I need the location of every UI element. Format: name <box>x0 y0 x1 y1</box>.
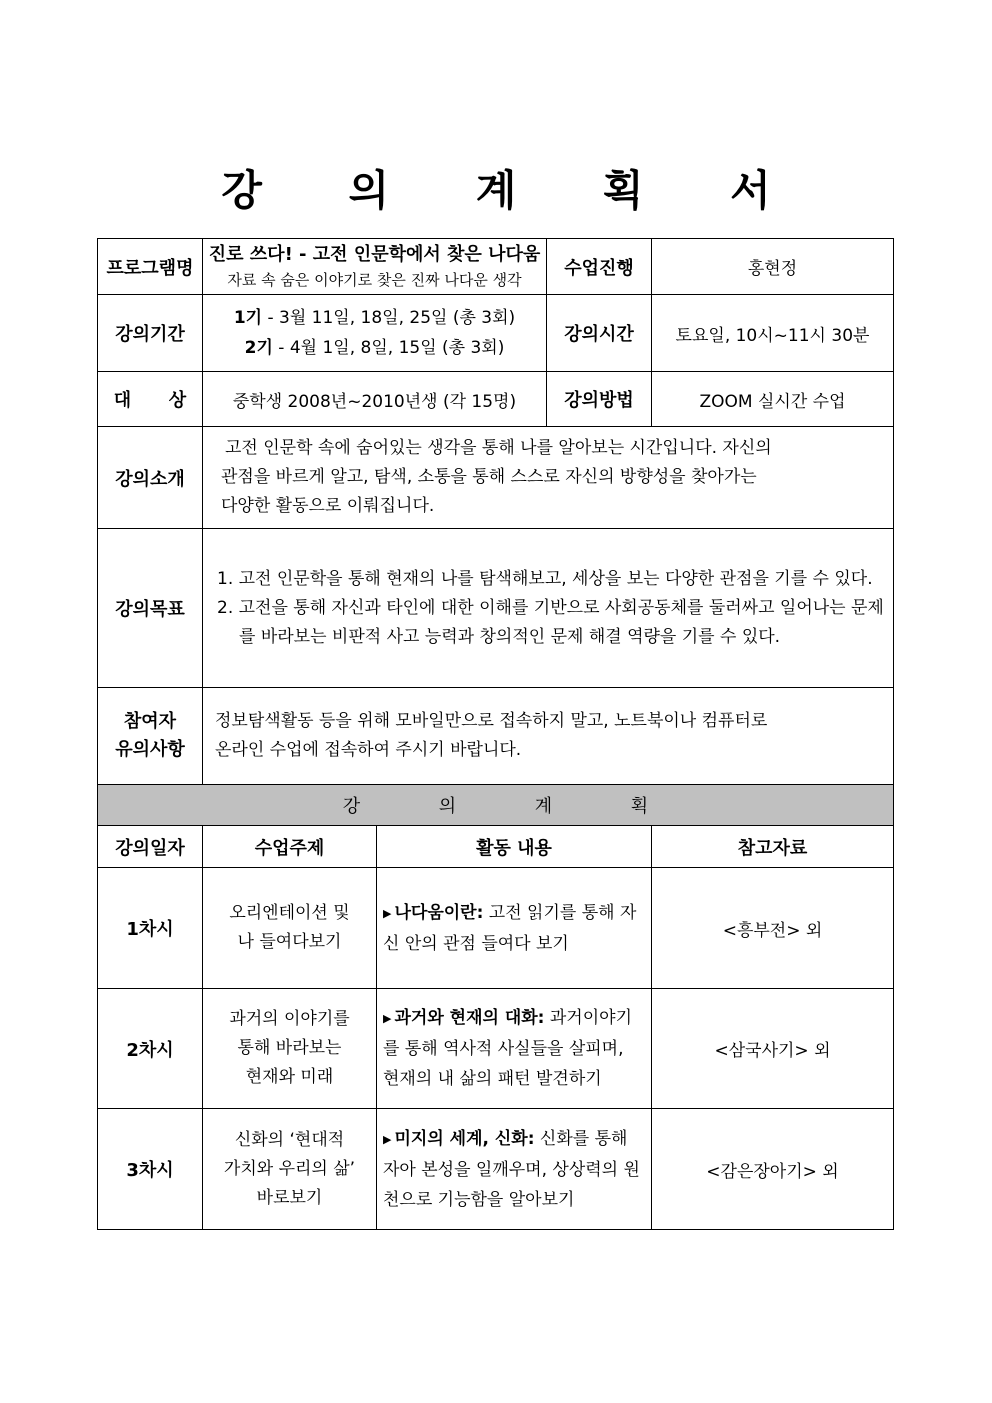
activity-text: 과거이야기를 통해 역사적 사실들을 살피며, 현재의 내 삶의 패턴 발견하기 <box>383 1008 632 1089</box>
session-topic <box>203 868 377 989</box>
target-value: 중학생 2008년~2010년생 (각 15명) <box>203 372 547 427</box>
plan-header-row <box>98 785 894 826</box>
session-activity <box>377 989 652 1109</box>
triangle-right-icon: ▶ <box>383 906 392 920</box>
session-reference: <감은장아기> 외 <box>652 1109 894 1230</box>
notice-label-line-2: 유의사항 <box>115 739 185 760</box>
notice-row <box>98 688 894 785</box>
activity-title: 나다움이란: <box>394 902 484 923</box>
plan-columns-row <box>98 826 894 868</box>
activity-title: 과거와 현재의 대화: <box>394 1008 545 1028</box>
program-label: 프로그램명 <box>98 239 203 295</box>
period-row <box>98 295 894 372</box>
topic-line: 통해 바라보는 <box>237 1038 342 1058</box>
goals-cell <box>203 529 894 688</box>
plan-header-char-1: 강 <box>342 796 361 817</box>
table-row <box>98 989 894 1109</box>
period-line-1 <box>203 303 546 333</box>
topic-line: 오리엔테이션 및 <box>229 903 350 923</box>
notice-label-line-1: 참여자 <box>123 711 177 732</box>
intro-row <box>98 427 894 529</box>
topic-line: 과거의 이야기를 <box>229 1009 350 1029</box>
session-activity <box>377 1109 652 1230</box>
period-dates-2: - 4월 1일, 8일, 15일 (총 3회) <box>272 338 505 358</box>
intro-line-3: 다양한 활동으로 이뤄집니다. <box>221 496 435 516</box>
activity-text: 고전 읽기를 통해 자신 안의 관점 들여다 보기 <box>383 902 637 954</box>
topic-line: 바로보기 <box>256 1187 323 1208</box>
period-term-1: 1기 <box>233 308 263 328</box>
plan-header-char-4: 획 <box>630 796 649 817</box>
method-value: ZOOM 실시간 수업 <box>652 372 894 427</box>
column-header-activity: 활동 내용 <box>377 826 652 868</box>
intro-line-1: 고전 인문학 속에 숨어있는 생각을 통해 나를 알아보는 시간입니다. 자신의 <box>225 438 772 458</box>
period-dates-1: - 3월 11일, 18일, 25일 (총 3회) <box>262 308 516 328</box>
program-row <box>98 239 894 295</box>
goals-row <box>98 529 894 688</box>
period-term-2: 2기 <box>244 338 273 358</box>
intro-line-2: 관점을 바르게 알고, 탐색, 소통을 통해 스스로 자신의 방향성을 찾아가는 <box>221 467 757 487</box>
goal-item-1: 1. 고전 인문학을 통해 현재의 나를 탐색해보고, 세상을 보는 다양한 관점을 기를 수 있다. <box>217 568 873 589</box>
notice-label <box>98 688 203 785</box>
triangle-right-icon: ▶ <box>383 1012 392 1025</box>
plan-header-char-2: 의 <box>438 796 457 817</box>
plan-section-header <box>98 785 894 826</box>
period-label: 강의기간 <box>98 295 203 372</box>
session-number: 1차시 <box>98 868 203 989</box>
topic-line: 나 들여다보기 <box>237 932 342 952</box>
page-title: 강 의 계 획 서 <box>221 166 807 215</box>
activity-title: 미지의 세계, 신화: <box>394 1128 535 1149</box>
program-name-cell <box>203 239 547 295</box>
table-row <box>98 1109 894 1230</box>
topic-line: 신화의 ‘현대적 <box>234 1129 345 1150</box>
column-header-reference: 참고자료 <box>652 826 894 868</box>
column-header-date: 강의일자 <box>98 826 203 868</box>
topic-line: 가치와 우리의 삶’ <box>223 1158 356 1179</box>
table-row <box>98 868 894 989</box>
lecture-plan-table <box>97 238 894 1230</box>
method-label: 강의방법 <box>547 372 652 427</box>
target-row <box>98 372 894 427</box>
period-line-2 <box>203 333 546 363</box>
session-reference: <흥부전> 외 <box>652 868 894 989</box>
time-label: 강의시간 <box>547 295 652 372</box>
goals-label: 강의목표 <box>98 529 203 688</box>
target-label: 대 상 <box>98 372 203 427</box>
notice-line-2: 온라인 수업에 접속하여 주시기 바랍니다. <box>215 740 522 760</box>
period-cell <box>203 295 547 372</box>
activity-text: 신화를 통해 자아 본성을 일깨우며, 상상력의 원천으로 기능함을 알아보기 <box>383 1128 640 1210</box>
session-number: 2차시 <box>98 989 203 1109</box>
session-topic <box>203 1109 377 1230</box>
notice-line-1: 정보탐색활동 등을 위해 모바일만으로 접속하지 말고, 노트북이나 컴퓨터로 <box>215 711 768 731</box>
plan-header-char-3: 계 <box>534 796 553 817</box>
intro-label: 강의소개 <box>98 427 203 529</box>
triangle-right-icon: ▶ <box>383 1132 392 1146</box>
session-number: 3차시 <box>98 1109 203 1230</box>
program-title: 진로 쓰다! - 고전 인문학에서 찾은 나다움 <box>208 243 541 265</box>
instructor-label: 수업진행 <box>547 239 652 295</box>
notice-cell <box>203 688 894 785</box>
column-header-topic: 수업주제 <box>203 826 377 868</box>
program-subtitle: 자료 속 숨은 이야기로 찾은 진짜 나다운 생각 <box>227 270 522 289</box>
goal-item-2: 2. 고전을 통해 자신과 타인에 대한 이해를 기반으로 사회공동체를 둘러싸고 일어나는 문제를 바라보는 비판적 사고 능력과 창의적인 문제 해결 역량을 기를 수 있다. <box>217 597 884 647</box>
time-value: 토요일, 10시~11시 30분 <box>652 295 894 372</box>
topic-line: 현재와 미래 <box>245 1067 334 1087</box>
session-activity <box>377 868 652 989</box>
instructor-value: 홍현정 <box>652 239 894 295</box>
session-topic <box>203 989 377 1109</box>
session-reference: <삼국사기> 외 <box>652 989 894 1109</box>
intro-cell <box>203 427 894 529</box>
